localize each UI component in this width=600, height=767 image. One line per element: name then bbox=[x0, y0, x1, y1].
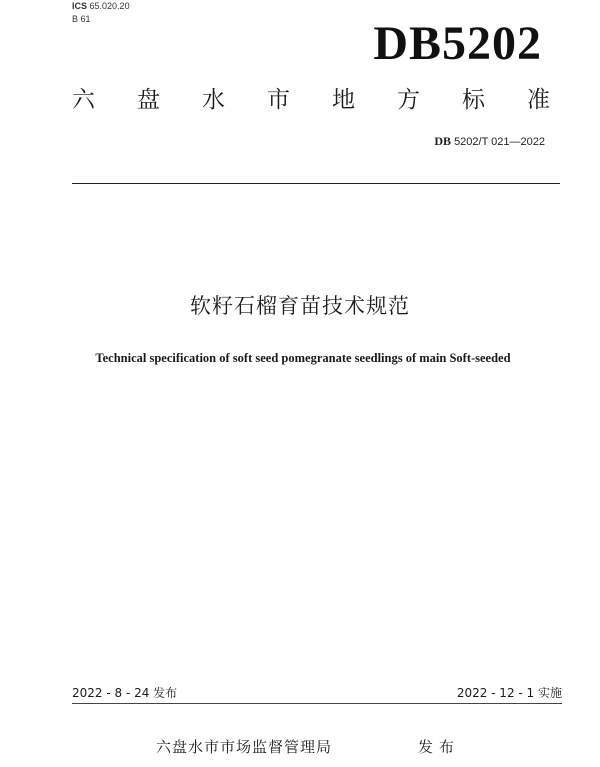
header-divider bbox=[72, 183, 560, 184]
ccs-code: B 61 bbox=[72, 14, 91, 24]
document-number-prefix: DB bbox=[434, 134, 451, 148]
publisher: 六盘水市市场监督管理局 bbox=[156, 738, 333, 756]
document-number bbox=[434, 133, 545, 150]
document-number-rest: 5202/T 021—2022 bbox=[454, 136, 545, 148]
standard-kind-char: 地 bbox=[332, 87, 355, 113]
standard-kind-char: 方 bbox=[397, 87, 420, 113]
standard-kind-char: 准 bbox=[527, 87, 550, 113]
implementation-date: 2022 - 12 - 1 实施 bbox=[456, 686, 562, 700]
title-english: Technical specification of soft seed pomegranate seedlings of main Soft-seeded bbox=[95, 351, 511, 365]
standard-kind-char: 标 bbox=[462, 87, 485, 113]
standard-kind-char: 六 bbox=[72, 87, 95, 113]
standard-kind-char: 盘 bbox=[137, 87, 160, 113]
title-chinese: 软籽石榴育苗技术规范 bbox=[190, 294, 410, 318]
footer-divider bbox=[72, 703, 562, 704]
issue-date: 2022 - 8 - 24 发布 bbox=[72, 686, 178, 700]
standard-kind-char: 水 bbox=[202, 87, 225, 113]
standard-kind bbox=[72, 84, 550, 116]
standard-code: DB5202 bbox=[373, 17, 542, 70]
ics-number: 65.020.20 bbox=[89, 1, 130, 11]
ics-prefix: ICS bbox=[72, 1, 88, 11]
standard-kind-char: 市 bbox=[267, 87, 290, 113]
publish-label: 发布 bbox=[418, 738, 461, 756]
ics-line bbox=[72, 0, 130, 13]
ics-block bbox=[72, 0, 130, 26]
